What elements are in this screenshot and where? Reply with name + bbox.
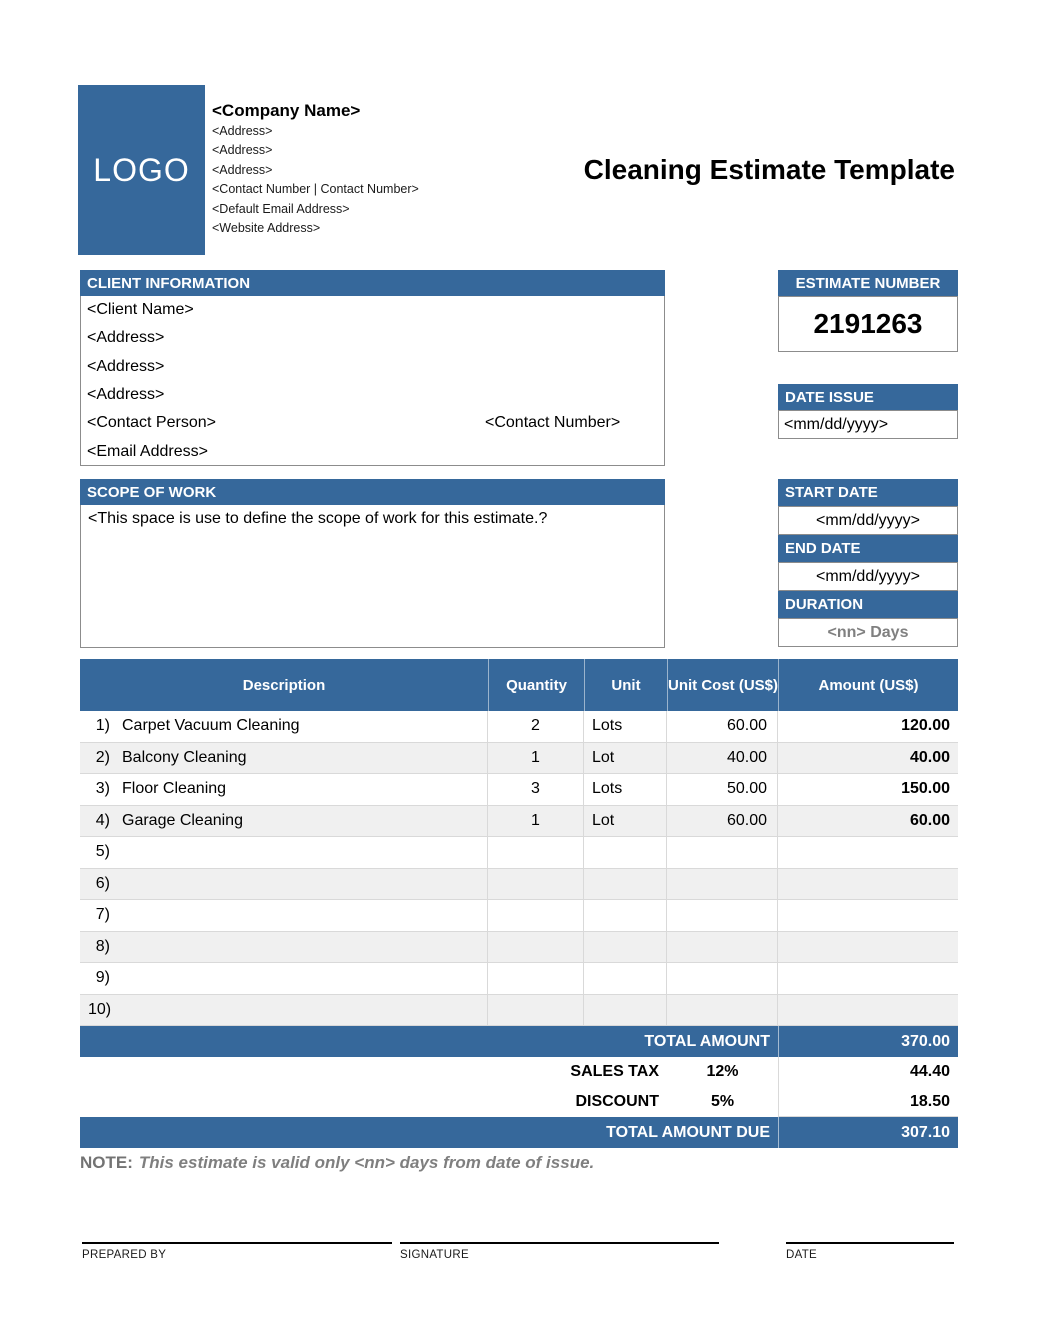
- cell-amount[interactable]: 150.00: [901, 780, 950, 798]
- discount-rate[interactable]: 5%: [710, 1093, 735, 1110]
- items-table-header: [80, 659, 958, 711]
- cell-unit-cost[interactable]: 60.00: [667, 711, 778, 742]
- date-issue-value[interactable]: <mm/dd/yyyy>: [778, 410, 958, 439]
- total-due-label: TOTAL AMOUNT DUE: [606, 1123, 770, 1141]
- cell-amount[interactable]: 60.00: [909, 811, 950, 829]
- cell-unit-cost[interactable]: [667, 932, 778, 963]
- note-label: NOTE:: [80, 1153, 133, 1172]
- scope-of-work-box[interactable]: [80, 505, 665, 648]
- cell-description[interactable]: 4) Garage Cleaning: [80, 806, 488, 837]
- client-address-1-field[interactable]: <Address>: [87, 329, 165, 347]
- table-row: [80, 743, 958, 775]
- col-header-quantity: Quantity: [488, 659, 584, 711]
- cell-unit-cost[interactable]: [667, 869, 778, 900]
- cell-amount[interactable]: 40.00: [909, 748, 950, 766]
- sales-tax-value: 44.40: [778, 1057, 958, 1087]
- estimate-number-value[interactable]: 2191263: [778, 296, 958, 352]
- col-header-unit-cost: Unit Cost (US$): [667, 659, 778, 711]
- sales-tax-label: SALES TAX: [570, 1063, 659, 1080]
- cell-description[interactable]: 8): [80, 932, 488, 963]
- cell-unit-cost[interactable]: 50.00: [667, 774, 778, 805]
- cell-quantity[interactable]: 1: [488, 806, 584, 837]
- cell-description[interactable]: 5): [80, 837, 488, 868]
- date-line: [786, 1242, 954, 1244]
- prepared-by-label: PREPARED BY: [82, 1249, 167, 1261]
- table-row: [80, 963, 958, 995]
- table-row: [80, 995, 958, 1027]
- start-date-header: START DATE: [778, 479, 958, 506]
- total-amount-row: [80, 1026, 958, 1057]
- signature-line: [400, 1242, 719, 1244]
- client-name-field[interactable]: <Client Name>: [87, 301, 194, 319]
- scope-of-work-text[interactable]: <This space is use to define the scope of work for this estimate.?: [88, 510, 548, 527]
- cell-unit-cost[interactable]: 60.00: [667, 806, 778, 837]
- cell-description[interactable]: 10): [80, 995, 488, 1026]
- cell-unit[interactable]: [584, 963, 667, 994]
- company-email: <Default Email Address>: [212, 201, 350, 216]
- table-row: [80, 711, 958, 743]
- date-label: DATE: [786, 1249, 818, 1261]
- col-header-description: Description: [242, 676, 326, 694]
- cell-unit[interactable]: Lots: [584, 774, 667, 805]
- cell-quantity[interactable]: [488, 837, 584, 868]
- company-website: <Website Address>: [212, 221, 321, 236]
- client-contact-row: [81, 409, 664, 437]
- end-date-header: END DATE: [778, 535, 958, 562]
- cell-unit[interactable]: [584, 869, 667, 900]
- cell-amount[interactable]: [778, 869, 958, 900]
- col-header-unit: Unit: [584, 659, 667, 711]
- cell-unit[interactable]: [584, 837, 667, 868]
- cell-amount[interactable]: [778, 995, 958, 1026]
- sales-tax-rate[interactable]: 12%: [706, 1063, 739, 1080]
- table-row: [80, 900, 958, 932]
- cell-quantity[interactable]: [488, 995, 584, 1026]
- discount-row: [80, 1087, 958, 1117]
- cell-unit[interactable]: [584, 932, 667, 963]
- cell-amount[interactable]: [778, 963, 958, 994]
- cell-quantity[interactable]: [488, 869, 584, 900]
- cell-description[interactable]: 2) Balcony Cleaning: [80, 743, 488, 774]
- end-date-value[interactable]: <mm/dd/yyyy>: [778, 562, 958, 591]
- company-contact: <Contact Number | Contact Number>: [212, 182, 419, 197]
- total-due-value: 307.10: [778, 1117, 958, 1148]
- duration-value[interactable]: <nn> Days: [778, 618, 958, 647]
- duration-header: DURATION: [778, 591, 958, 618]
- cell-unit-cost[interactable]: [667, 963, 778, 994]
- cell-unit[interactable]: Lot: [584, 806, 667, 837]
- table-row: [80, 932, 958, 964]
- table-row: [80, 774, 958, 806]
- signature-label: SIGNATURE: [400, 1249, 469, 1261]
- note-text: This estimate is valid only <nn> days from date of issue.: [138, 1153, 595, 1172]
- start-date-value[interactable]: <mm/dd/yyyy>: [778, 506, 958, 535]
- client-contact-number-field[interactable]: <Contact Number>: [485, 414, 621, 432]
- date-issue-header: DATE ISSUE: [778, 384, 958, 410]
- client-address-3-field[interactable]: <Address>: [87, 386, 165, 404]
- cell-quantity[interactable]: 3: [488, 774, 584, 805]
- cell-amount[interactable]: 120.00: [901, 717, 950, 735]
- discount-value: 18.50: [778, 1087, 958, 1117]
- cell-quantity[interactable]: 2: [488, 711, 584, 742]
- company-address-1: <Address>: [212, 124, 273, 138]
- total-amount-value: 370.00: [778, 1026, 958, 1057]
- cell-unit[interactable]: Lots: [584, 711, 667, 742]
- prepared-by-line: [82, 1242, 392, 1244]
- cell-unit[interactable]: Lot: [584, 743, 667, 774]
- document-title: Cleaning Estimate Template: [583, 154, 955, 185]
- items-table: [80, 659, 958, 1148]
- cell-quantity[interactable]: 1: [488, 743, 584, 774]
- estimate-number-header: ESTIMATE NUMBER: [778, 270, 958, 296]
- col-header-amount: Amount (US$): [778, 659, 958, 711]
- cell-amount[interactable]: [778, 900, 958, 931]
- cell-quantity[interactable]: [488, 900, 584, 931]
- cell-amount[interactable]: [778, 932, 958, 963]
- cell-description[interactable]: 9): [80, 963, 488, 994]
- validity-note: [80, 1153, 594, 1173]
- client-contact-person-field[interactable]: <Contact Person>: [87, 414, 216, 432]
- company-address-2: <Address>: [212, 143, 273, 158]
- cell-unit-cost[interactable]: [667, 837, 778, 868]
- cell-unit-cost[interactable]: 40.00: [667, 743, 778, 774]
- cell-unit-cost[interactable]: [667, 900, 778, 931]
- cell-description[interactable]: 6): [80, 869, 488, 900]
- cell-description[interactable]: 7): [80, 900, 488, 931]
- total-amount-label: TOTAL AMOUNT: [644, 1032, 770, 1050]
- table-row: [80, 869, 958, 901]
- company-name: <Company Name>: [212, 101, 361, 120]
- company-logo: [78, 85, 205, 255]
- discount-label: DISCOUNT: [575, 1093, 659, 1110]
- company-details: [212, 122, 419, 238]
- client-address-2-field[interactable]: <Address>: [87, 357, 165, 375]
- cell-description[interactable]: 3) Floor Cleaning: [80, 774, 488, 805]
- cell-unit[interactable]: [584, 900, 667, 931]
- table-row: [80, 806, 958, 838]
- cell-amount[interactable]: [778, 837, 958, 868]
- cell-quantity[interactable]: [488, 963, 584, 994]
- sales-tax-row: [80, 1057, 958, 1087]
- total-due-row: [80, 1117, 958, 1148]
- logo-text: LOGO: [93, 151, 190, 188]
- scope-of-work-header: SCOPE OF WORK: [80, 479, 665, 505]
- cell-unit[interactable]: [584, 995, 667, 1026]
- cell-quantity[interactable]: [488, 932, 584, 963]
- company-address-3: <Address>: [212, 162, 273, 177]
- client-info-header: CLIENT INFORMATION: [80, 270, 665, 296]
- client-info-box: [80, 296, 665, 466]
- table-row: [80, 837, 958, 869]
- cell-unit-cost[interactable]: [667, 995, 778, 1026]
- client-email-field[interactable]: <Email Address>: [87, 442, 208, 460]
- cell-description[interactable]: 1) Carpet Vacuum Cleaning: [80, 711, 488, 742]
